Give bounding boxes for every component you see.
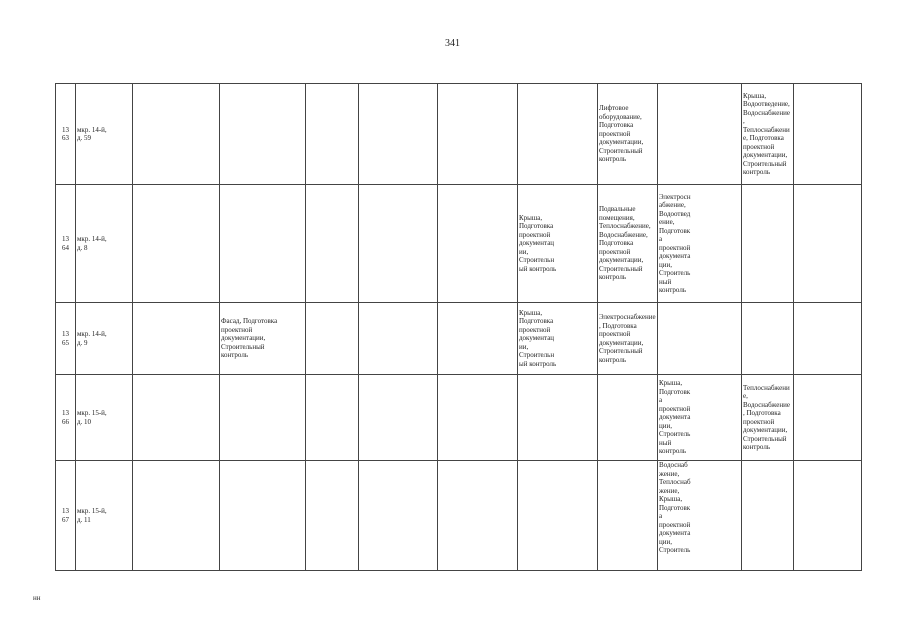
table-row [56, 84, 905, 185]
work-cell [220, 375, 306, 461]
work-cell [518, 84, 598, 185]
work-cell [359, 461, 438, 571]
work-cell [438, 303, 518, 375]
work-cell [306, 461, 359, 571]
work-cell [220, 461, 306, 571]
work-cell [518, 375, 598, 461]
work-cell [133, 461, 220, 571]
work-cell: Лифтовое оборудование, Подготовка проектной документации, Строительный контроль [598, 84, 658, 185]
work-cell [598, 375, 658, 461]
work-cell: Электроснабжение , Подготовка проектной документации, Строительный контроль [598, 303, 658, 375]
work-cell [359, 375, 438, 461]
work-cell [438, 185, 518, 303]
table-row [56, 185, 905, 303]
work-cell [306, 303, 359, 375]
work-cell [742, 303, 794, 375]
address-cell: мкр. 14-й, д. 8 [76, 185, 133, 303]
work-cell [306, 185, 359, 303]
work-cell [794, 84, 862, 185]
work-cell [133, 185, 220, 303]
work-cell: Крыша, Подготовк а проектной документа ции, Строитель ный контроль [658, 375, 742, 461]
work-cell [794, 375, 862, 461]
work-cell [794, 461, 862, 571]
work-cell [220, 185, 306, 303]
table-row [56, 375, 905, 461]
work-cell: Водоснаб жение, Теплоснаб жение, Крыша, Подготовк а проектной документа ции, Строитель [658, 461, 742, 571]
work-cell: Фасад, Подготовка проектной документации, Строительный контроль [220, 303, 306, 375]
table-row [56, 461, 905, 571]
row-number: 13 63 [56, 84, 76, 185]
work-cell [359, 185, 438, 303]
work-cell [133, 84, 220, 185]
work-cell [742, 185, 794, 303]
work-cell [658, 84, 742, 185]
work-cell [742, 461, 794, 571]
address-cell: мкр. 15-й, д. 11 [76, 461, 133, 571]
work-cell [133, 303, 220, 375]
row-number: 13 66 [56, 375, 76, 461]
address-cell: мкр. 14-й, д. 59 [76, 84, 133, 185]
work-cell [438, 84, 518, 185]
work-cell [133, 375, 220, 461]
work-cell: Теплоснабжени е, Водоснабжение , Подготовка проектной документации, Строительный контроль [742, 375, 794, 461]
repair-schedule-table [55, 83, 905, 571]
work-cell [220, 84, 306, 185]
page-number: 341 [445, 38, 460, 49]
footer-note: нн [33, 594, 41, 602]
row-number: 13 65 [56, 303, 76, 375]
work-cell: Подвальные помещения, Теплоснабжение, Водоснабжение, Подготовка проектной документации, Строительный контроль [598, 185, 658, 303]
work-cell [794, 303, 862, 375]
work-cell [306, 375, 359, 461]
work-cell [306, 84, 359, 185]
work-cell: Электросн абжение, Водоотвед ение, Подготовк а проектной документа ции, Строитель ный контроль [658, 185, 742, 303]
table-row [56, 303, 905, 375]
work-cell: Крыша, Подготовка проектной документац ии, Строительн ый контроль [518, 185, 598, 303]
work-cell [794, 185, 862, 303]
work-cell [438, 461, 518, 571]
address-cell: мкр. 15-й, д. 10 [76, 375, 133, 461]
work-cell [359, 84, 438, 185]
row-number: 13 67 [56, 461, 76, 571]
work-cell [359, 303, 438, 375]
table-container [55, 83, 905, 571]
address-cell: мкр. 14-й, д. 9 [76, 303, 133, 375]
work-cell [438, 375, 518, 461]
work-cell: Крыша, Водоотведение, Водоснабжение , Теплоснабжени е, Подготовка проектной документации, Строительный контроль [742, 84, 794, 185]
work-cell [518, 461, 598, 571]
work-cell [598, 461, 658, 571]
work-cell [658, 303, 742, 375]
row-number: 13 64 [56, 185, 76, 303]
work-cell: Крыша, Подготовка проектной документац ии, Строительн ый контроль [518, 303, 598, 375]
